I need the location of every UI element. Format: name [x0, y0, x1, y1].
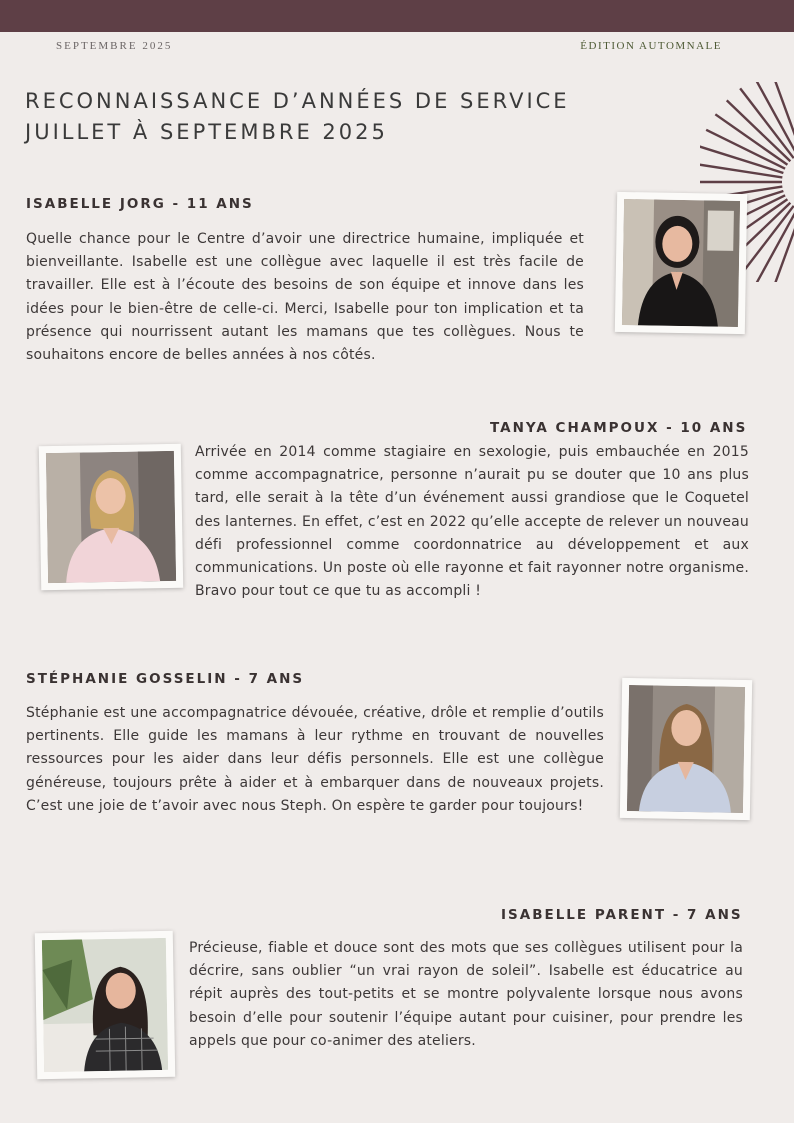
sunburst-ray: [700, 164, 782, 177]
portrait-photo: [620, 678, 752, 820]
profile-name: STÉPHANIE GOSSELIN - 7 ANS: [26, 671, 305, 687]
page-title: [25, 86, 570, 148]
sunburst-ray: [700, 147, 783, 173]
profile-name: ISABELLE JORG - 11 ANS: [26, 196, 254, 212]
profile-text: Stéphanie est une accompagnatrice dévouée, créative, drôle et remplie d’outils pertinents. Elle guide les mamans à leur rythme en trouvant de nouvelles ressources pour les aider dans leur défis personnels. Elle est une collègue généreuse, toujours prête à aider et à embarquer dans de nouveaux projets. C’est une joie de t’avoir avec nous Steph. On espère te garder pour toujours!: [26, 705, 604, 814]
profile-text: Quelle chance pour le Centre d’avoir une directrice humaine, impliquée et bienveillante. Isabelle est une collègue avec laquelle il est très facile de travailler. Elle est à l’écoute des besoins de son équipe et innove dans les idées pour le bien-être de celle-ci. Merci, Isabelle pour ton implication et ta présence qui nourrissent autant les mamans que tes collègues. Nous te souhaitons encore de belles années à nos côtés.: [26, 231, 584, 364]
portrait-image: [622, 199, 740, 327]
profile-text: Précieuse, fiable et douce sont des mots que ses collègues utilisent pour la décrire, sans oublier “un vrai rayon de soleil”. Isabelle est éducatrice au répit auprès des tout-petits et se montre polyvalente lorsque nous avons besoin d’elle pour soutenir l’équipe autant pour cuisiner, pour prendre les appels que pour co-animer des ateliers.: [189, 940, 743, 1049]
portrait-image: [46, 451, 176, 583]
portrait-photo: [615, 192, 747, 334]
issue-date: SEPTEMBRE 2025: [56, 40, 173, 52]
portrait-photo: [35, 931, 176, 1079]
page-title-line-2: JUILLET À SEPTEMBRE 2025: [25, 120, 388, 144]
sunburst-ray: [727, 100, 791, 161]
edition-label: ÉDITION AUTOMNALE: [580, 40, 722, 52]
page-title-line-1: RECONNAISSANCE D’ANNÉES DE SERVICE: [25, 89, 570, 113]
portrait-photo: [39, 444, 183, 590]
profile-name: ISABELLE PARENT - 7 ANS: [501, 907, 743, 923]
profile-text: Arrivée en 2014 comme stagiaire en sexologie, puis embauchée en 2015 comme accompagnatrice, personne n’aurait pu se douter que 10 ans plus tard, elle serait à la tête d’un événement aussi grandiose que le Coquetel des lanternes. En effet, c’est en 2022 qu’elle accepte de relever un nouveau défi professionnel comme coordonnatrice au développement et aux communications. Un poste où elle rayonne et fait rayonner notre organisme. Bravo pour tout ce que tu as accompli !: [195, 444, 749, 600]
top-banner: [0, 0, 794, 32]
profile-name: TANYA CHAMPOUX - 10 ANS: [490, 420, 748, 436]
portrait-image: [627, 685, 745, 813]
portrait-image: [42, 938, 168, 1072]
